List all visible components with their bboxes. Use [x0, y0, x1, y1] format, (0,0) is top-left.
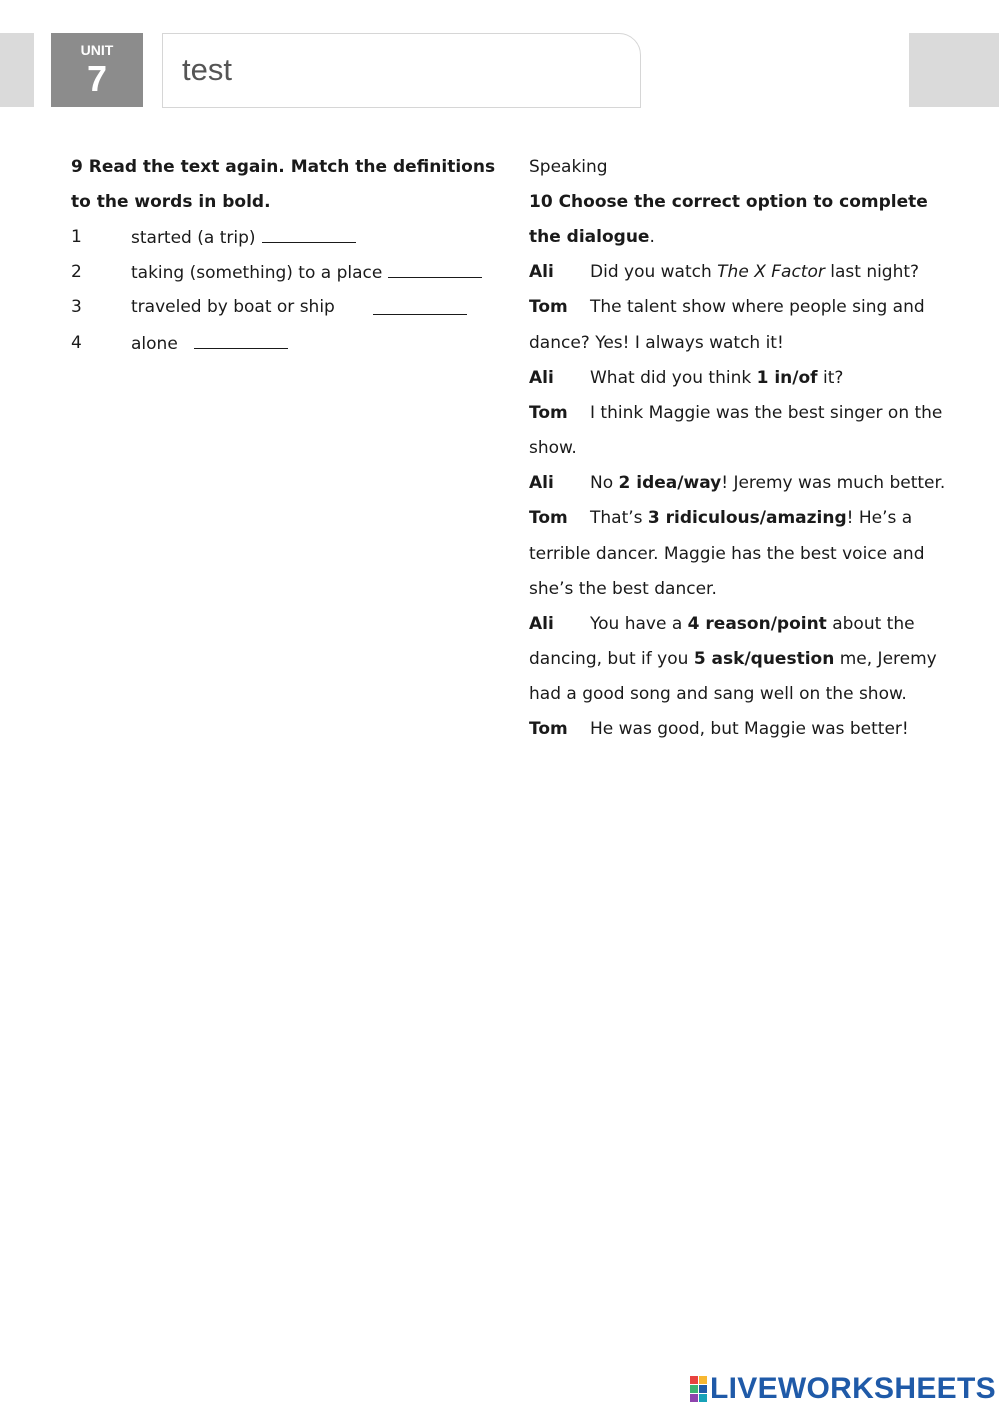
list-item [131, 226, 356, 249]
logo-blocks-icon [690, 1376, 707, 1402]
unit-label: UNIT [80, 42, 114, 58]
dialogue-line: Did you watch The X Factor last night? [590, 262, 920, 282]
header-tab-right [909, 33, 999, 107]
dialogue-line: That’s 3 ridiculous/amazing! He’s a [590, 508, 913, 528]
dialogue-line: You have a 4 reason/point about the [590, 614, 915, 634]
item-number: 3 [71, 297, 82, 317]
exercise-10-instruction-line1: 10 Choose the correct option to complete [529, 192, 928, 212]
page-title: test [182, 52, 232, 87]
logo-block [699, 1394, 707, 1402]
logo-block [699, 1376, 707, 1384]
list-item [131, 261, 482, 284]
list-item [131, 296, 335, 318]
speaker-name: Ali [529, 262, 554, 282]
dialogue-line: dance? Yes! I always watch it! [529, 333, 784, 353]
dialogue-line: The talent show where people sing and [590, 297, 925, 317]
answer-blank[interactable] [262, 226, 356, 243]
speaker-name: Ali [529, 368, 554, 388]
item-number: 2 [71, 262, 82, 282]
section-heading: Speaking [529, 157, 608, 177]
logo-block [699, 1385, 707, 1393]
item-text: taking (something) to a place [131, 263, 383, 283]
title-box [162, 33, 641, 108]
dialogue-line: she’s the best dancer. [529, 579, 717, 599]
dialogue-line: dancing, but if you 5 ask/question me, Jeremy [529, 649, 937, 669]
speaker-name: Tom [529, 403, 568, 423]
dialogue-line: He was good, but Maggie was better! [590, 719, 909, 739]
list-item [131, 332, 288, 355]
option-choice[interactable]: 1 in/of [756, 368, 818, 388]
option-choice[interactable]: 3 ridiculous/amazing [647, 508, 847, 528]
option-choice[interactable]: 4 reason/point [687, 614, 827, 634]
exercise-9-instruction-line1: 9 Read the text again. Match the definitions [71, 157, 496, 177]
dialogue-line: What did you think 1 in/of it? [590, 368, 844, 388]
answer-blank[interactable] [388, 261, 482, 278]
show-title: The X Factor [717, 262, 825, 282]
item-text: started (a trip) [131, 228, 256, 248]
logo-block [690, 1376, 698, 1384]
speaker-name: Tom [529, 719, 568, 739]
dialogue-line: I think Maggie was the best singer on the [590, 403, 943, 423]
speaker-name: Ali [529, 614, 554, 634]
item-number: 1 [71, 227, 82, 247]
item-number: 4 [71, 333, 82, 353]
speaker-name: Tom [529, 508, 568, 528]
unit-badge [51, 33, 143, 107]
answer-blank[interactable] [373, 298, 467, 315]
option-choice[interactable]: 5 ask/question [693, 649, 835, 669]
logo-text: LIVEWORKSHEETS [710, 1372, 996, 1405]
speaker-name: Tom [529, 297, 568, 317]
dialogue-line: had a good song and sang well on the show. [529, 684, 907, 704]
item-text: traveled by boat or ship [131, 297, 335, 317]
speaker-name: Ali [529, 473, 554, 493]
exercise-9-instruction-line2: to the words in bold. [71, 192, 271, 212]
logo-block [690, 1394, 698, 1402]
header-tab-left [0, 33, 34, 107]
unit-number: 7 [86, 58, 108, 99]
instruction-text: the dialogue [529, 227, 650, 247]
dialogue-line: No 2 idea/way! Jeremy was much better. [590, 473, 946, 493]
dialogue-line: show. [529, 438, 577, 458]
dialogue-line: terrible dancer. Maggie has the best voice and [529, 544, 925, 564]
exercise-10-instruction-line2 [529, 226, 655, 248]
logo-block [690, 1385, 698, 1393]
option-choice[interactable]: 2 idea/way [618, 473, 722, 493]
answer-blank[interactable] [194, 332, 288, 349]
instruction-period: . [649, 227, 655, 247]
item-text: alone [131, 334, 178, 354]
liveworksheets-logo[interactable] [690, 1374, 996, 1404]
